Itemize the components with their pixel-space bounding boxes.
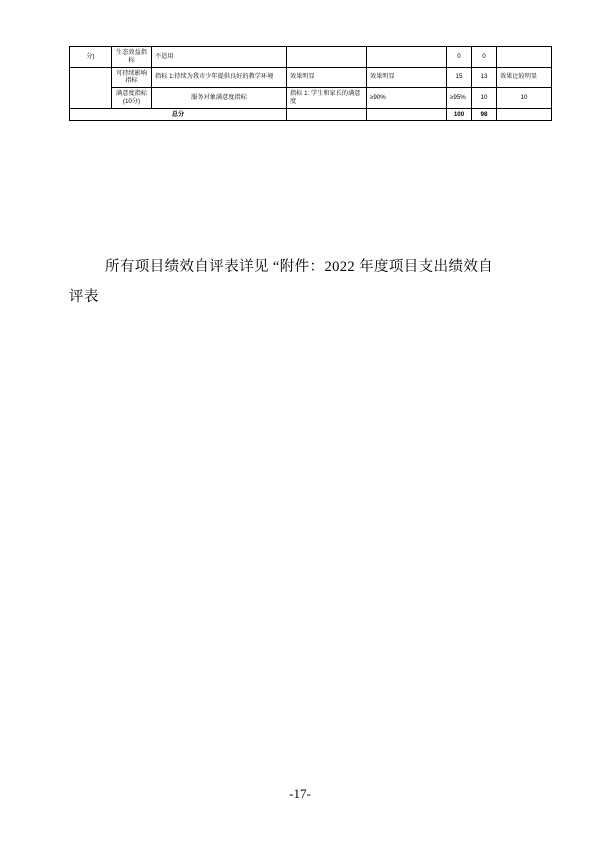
total-score-full: 100 <box>447 108 472 121</box>
cell-actual-value: 效果明显 <box>367 67 447 88</box>
performance-table-container <box>69 46 538 121</box>
cell-score-actual: 0 <box>472 47 497 68</box>
cell-category-label: 分) <box>70 47 112 68</box>
table-row <box>70 67 552 88</box>
total-score-actual: 98 <box>472 108 497 121</box>
cell-indicator-detail: 指标 1: 学生和家长的满意度 <box>287 88 367 109</box>
cell-score-full: 10 <box>472 88 497 109</box>
paragraph-line-2: 评表 <box>69 289 99 306</box>
cell-target-value: ≥90% <box>367 88 447 109</box>
cell-indicator-type: 服务对象满意度指标 <box>152 88 287 109</box>
cell-remark: 效果比较明显 <box>497 67 552 88</box>
cell-score-actual: 10 <box>497 88 552 109</box>
paragraph-line-1: 所有项目绩效自评表详见 “附件：2022 年度项目支出绩效自 <box>105 259 494 275</box>
performance-evaluation-table <box>69 46 552 121</box>
cell-indicator-detail: 不适用 <box>152 47 287 68</box>
cell-target-value <box>287 47 367 68</box>
table-row-total <box>70 108 552 121</box>
total-blank-target <box>287 108 367 121</box>
cell-score-actual: 13 <box>472 67 497 88</box>
table-row <box>70 88 552 109</box>
cell-actual-value: ≥95% <box>447 88 472 109</box>
cell-indicator-detail: 指标 1:持续为我市少年提供良好的教学环境 <box>152 67 287 88</box>
body-paragraph <box>69 252 531 313</box>
cell-category-label-merged <box>70 67 112 108</box>
cell-score-full: 0 <box>447 47 472 68</box>
cell-remark <box>497 47 552 68</box>
total-blank-remark <box>497 108 552 121</box>
page-number: -17- <box>289 786 311 801</box>
cell-target-value: 效果明显 <box>287 67 367 88</box>
cell-score-full: 15 <box>447 67 472 88</box>
cell-satisfaction-group: 满意度指标(10分) <box>112 88 152 109</box>
cell-indicator-type: 生态效益指标 <box>112 47 152 68</box>
total-label: 总分 <box>70 108 287 121</box>
cell-actual-value <box>367 47 447 68</box>
cell-indicator-type: 可持续影响指标 <box>112 67 152 88</box>
total-blank-actual <box>367 108 447 121</box>
table-row <box>70 47 552 68</box>
